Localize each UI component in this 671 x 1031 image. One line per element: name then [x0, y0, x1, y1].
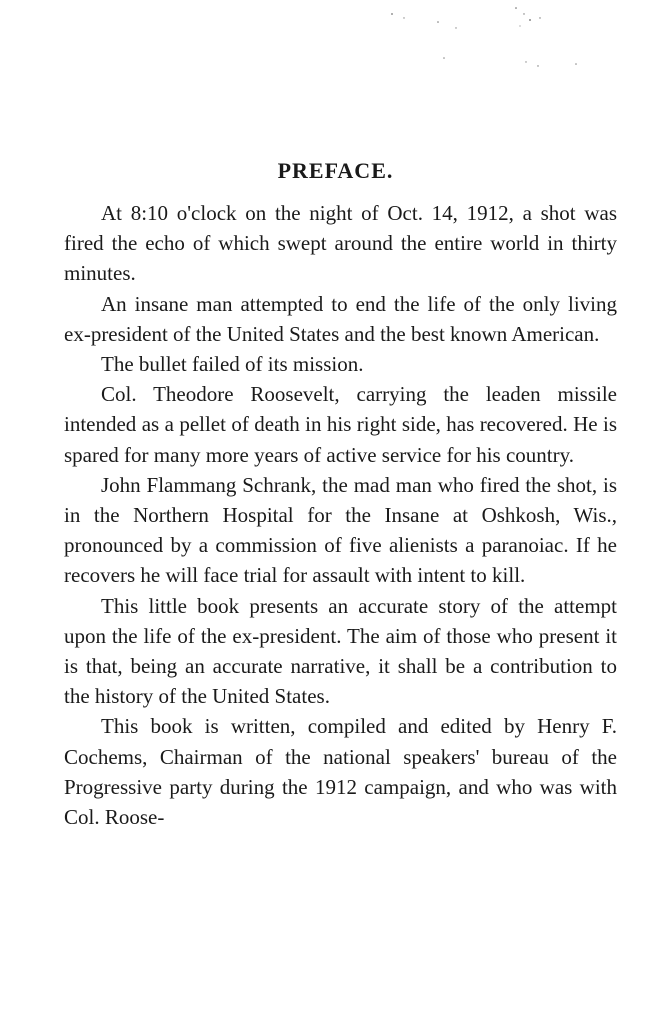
page-title: PREFACE. — [277, 158, 394, 183]
paragraph: John Flammang Schrank, the mad man who fired the shot, is in the Northern Hospital for the Insane at Oshkosh, Wis., pronounced by a commission of five alienists a paranoiac. If he recovers he will face trial for assault with intent to kill. — [64, 472, 617, 588]
paragraph: This book is written, compiled and edited by Henry F. Cochems, Chairman of the national speakers' bureau of the Progressive party during the 1912 campaign, and who was with Col. Roose- — [64, 714, 617, 830]
paragraph: An insane man attempted to end the life of the only living ex-president of the United States and the best known American. — [64, 291, 617, 346]
print-specks — [380, 0, 600, 80]
paragraph: At 8:10 o'clock on the night of Oct. 14, 1912, a shot was fired the echo of which swept around the entire world in thirty minutes. — [64, 201, 617, 286]
paragraph: This little book presents an accurate story of the attempt upon the life of the ex-president. The aim of those who present it is that, being an accurate narrative, it shall be a contribution to the history of the United States. — [64, 593, 617, 709]
preface-body — [64, 198, 617, 832]
paragraph: The bullet failed of its mission. — [101, 352, 364, 377]
paragraph: Col. Theodore Roosevelt, carrying the leaden missile intended as a pellet of death in his right side, has recovered. He is spared for many more years of active service for his country. — [64, 382, 617, 467]
